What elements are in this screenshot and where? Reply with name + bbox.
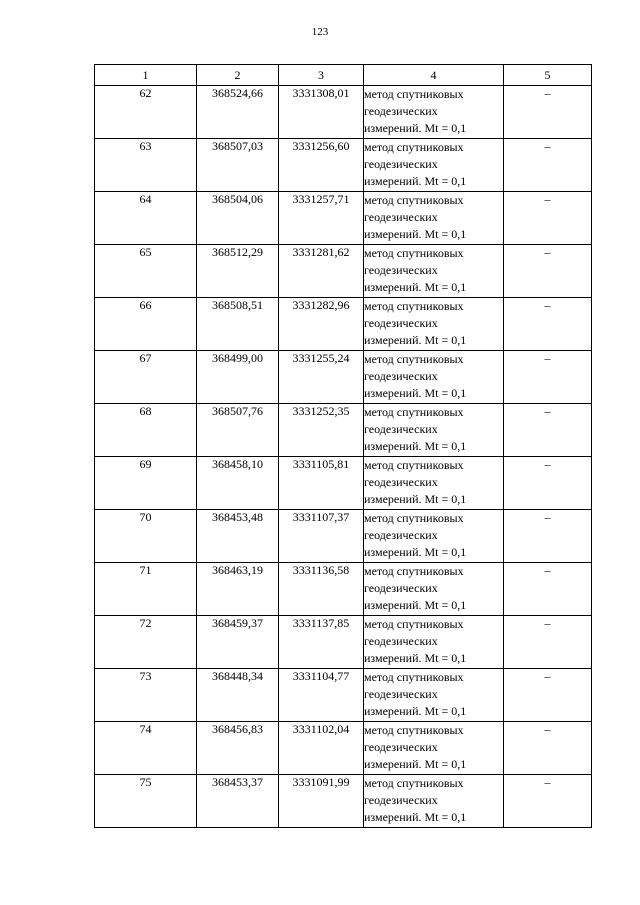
note-cell: – xyxy=(504,245,592,298)
method-line: метод спутниковых xyxy=(364,564,464,578)
method-line: метод спутниковых xyxy=(364,617,464,631)
method-line: метод спутниковых xyxy=(364,352,464,366)
point-number-cell: 69 xyxy=(95,457,197,510)
table-row xyxy=(95,457,592,510)
method-line: измерений. Mt = 0,1 xyxy=(364,704,467,718)
table-row xyxy=(95,775,592,828)
method-line: геодезических xyxy=(364,263,438,277)
point-number-cell: 71 xyxy=(95,563,197,616)
note-cell: – xyxy=(504,669,592,722)
coordinates-table xyxy=(94,64,592,828)
note-cell: – xyxy=(504,616,592,669)
table-row xyxy=(95,298,592,351)
y-coordinate-cell: 3331281,62 xyxy=(279,245,364,298)
method-line: измерений. Mt = 0,1 xyxy=(364,492,467,506)
method-line: измерений. Mt = 0,1 xyxy=(364,174,467,188)
method-line: метод спутниковых xyxy=(364,140,464,154)
method-line: измерений. Mt = 0,1 xyxy=(364,333,467,347)
method-line: измерений. Mt = 0,1 xyxy=(364,280,467,294)
method-line: измерений. Mt = 0,1 xyxy=(364,227,467,241)
method-line: измерений. Mt = 0,1 xyxy=(364,545,467,559)
method-line: геодезических xyxy=(364,634,438,648)
x-coordinate-cell: 368456,83 xyxy=(197,722,279,775)
method-line: измерений. Mt = 0,1 xyxy=(364,810,467,824)
method-cell xyxy=(364,351,504,404)
y-coordinate-cell: 3331255,24 xyxy=(279,351,364,404)
y-coordinate-cell: 3331257,71 xyxy=(279,192,364,245)
table-row xyxy=(95,192,592,245)
column-header: 5 xyxy=(504,65,592,86)
column-header: 3 xyxy=(279,65,364,86)
y-coordinate-cell: 3331105,81 xyxy=(279,457,364,510)
method-line: метод спутниковых xyxy=(364,405,464,419)
y-coordinate-cell: 3331104,77 xyxy=(279,669,364,722)
point-number-cell: 65 xyxy=(95,245,197,298)
method-line: измерений. Mt = 0,1 xyxy=(364,386,467,400)
note-cell: – xyxy=(504,510,592,563)
method-line: геодезических xyxy=(364,104,438,118)
x-coordinate-cell: 368508,51 xyxy=(197,298,279,351)
table-row xyxy=(95,722,592,775)
note-cell: – xyxy=(504,351,592,404)
method-cell xyxy=(364,86,504,139)
x-coordinate-cell: 368458,10 xyxy=(197,457,279,510)
note-cell: – xyxy=(504,722,592,775)
method-line: геодезических xyxy=(364,475,438,489)
method-line: геодезических xyxy=(364,316,438,330)
method-line: геодезических xyxy=(364,369,438,383)
x-coordinate-cell: 368504,06 xyxy=(197,192,279,245)
note-cell: – xyxy=(504,775,592,828)
x-coordinate-cell: 368453,48 xyxy=(197,510,279,563)
method-line: геодезических xyxy=(364,422,438,436)
note-cell: – xyxy=(504,457,592,510)
method-cell xyxy=(364,298,504,351)
method-line: измерений. Mt = 0,1 xyxy=(364,651,467,665)
table-row xyxy=(95,404,592,457)
x-coordinate-cell: 368524,66 xyxy=(197,86,279,139)
point-number-cell: 73 xyxy=(95,669,197,722)
method-line: геодезических xyxy=(364,581,438,595)
point-number-cell: 67 xyxy=(95,351,197,404)
method-cell xyxy=(364,775,504,828)
table-header-row xyxy=(95,65,592,86)
method-line: геодезических xyxy=(364,687,438,701)
method-cell xyxy=(364,669,504,722)
point-number-cell: 63 xyxy=(95,139,197,192)
method-cell xyxy=(364,563,504,616)
table-row xyxy=(95,245,592,298)
y-coordinate-cell: 3331102,04 xyxy=(279,722,364,775)
method-cell xyxy=(364,457,504,510)
x-coordinate-cell: 368453,37 xyxy=(197,775,279,828)
note-cell: – xyxy=(504,192,592,245)
y-coordinate-cell: 3331308,01 xyxy=(279,86,364,139)
method-line: геодезических xyxy=(364,740,438,754)
method-cell xyxy=(364,722,504,775)
table-row xyxy=(95,351,592,404)
x-coordinate-cell: 368507,76 xyxy=(197,404,279,457)
y-coordinate-cell: 3331282,96 xyxy=(279,298,364,351)
method-cell xyxy=(364,192,504,245)
x-coordinate-cell: 368459,37 xyxy=(197,616,279,669)
table-row xyxy=(95,563,592,616)
y-coordinate-cell: 3331256,60 xyxy=(279,139,364,192)
point-number-cell: 74 xyxy=(95,722,197,775)
table-row xyxy=(95,669,592,722)
y-coordinate-cell: 3331091,99 xyxy=(279,775,364,828)
method-line: метод спутниковых xyxy=(364,458,464,472)
note-cell: – xyxy=(504,139,592,192)
method-line: метод спутниковых xyxy=(364,723,464,737)
y-coordinate-cell: 3331252,35 xyxy=(279,404,364,457)
x-coordinate-cell: 368507,03 xyxy=(197,139,279,192)
method-cell xyxy=(364,510,504,563)
y-coordinate-cell: 3331136,58 xyxy=(279,563,364,616)
method-line: метод спутниковых xyxy=(364,511,464,525)
method-line: геодезических xyxy=(364,210,438,224)
method-line: измерений. Mt = 0,1 xyxy=(364,598,467,612)
point-number-cell: 70 xyxy=(95,510,197,563)
point-number-cell: 68 xyxy=(95,404,197,457)
method-line: метод спутниковых xyxy=(364,193,464,207)
method-line: метод спутниковых xyxy=(364,87,464,101)
method-line: геодезических xyxy=(364,793,438,807)
column-header: 2 xyxy=(197,65,279,86)
table-body xyxy=(95,86,592,828)
method-cell xyxy=(364,616,504,669)
y-coordinate-cell: 3331137,85 xyxy=(279,616,364,669)
column-header: 4 xyxy=(364,65,504,86)
method-cell xyxy=(364,139,504,192)
note-cell: – xyxy=(504,298,592,351)
table-row xyxy=(95,510,592,563)
point-number-cell: 75 xyxy=(95,775,197,828)
note-cell: – xyxy=(504,404,592,457)
page-number: 123 xyxy=(311,26,329,38)
method-line: измерений. Mt = 0,1 xyxy=(364,757,467,771)
point-number-cell: 72 xyxy=(95,616,197,669)
point-number-cell: 66 xyxy=(95,298,197,351)
method-cell xyxy=(364,245,504,298)
table-row xyxy=(95,139,592,192)
table-row xyxy=(95,616,592,669)
method-line: метод спутниковых xyxy=(364,670,464,684)
x-coordinate-cell: 368499,00 xyxy=(197,351,279,404)
x-coordinate-cell: 368463,19 xyxy=(197,563,279,616)
point-number-cell: 62 xyxy=(95,86,197,139)
note-cell: – xyxy=(504,563,592,616)
method-line: метод спутниковых xyxy=(364,246,464,260)
y-coordinate-cell: 3331107,37 xyxy=(279,510,364,563)
note-cell: – xyxy=(504,86,592,139)
x-coordinate-cell: 368512,29 xyxy=(197,245,279,298)
point-number-cell: 64 xyxy=(95,192,197,245)
method-line: геодезических xyxy=(364,157,438,171)
table-row xyxy=(95,86,592,139)
method-cell xyxy=(364,404,504,457)
method-line: геодезических xyxy=(364,528,438,542)
column-header: 1 xyxy=(95,65,197,86)
method-line: измерений. Mt = 0,1 xyxy=(364,439,467,453)
x-coordinate-cell: 368448,34 xyxy=(197,669,279,722)
method-line: измерений. Mt = 0,1 xyxy=(364,121,467,135)
method-line: метод спутниковых xyxy=(364,776,464,790)
method-line: метод спутниковых xyxy=(364,299,464,313)
